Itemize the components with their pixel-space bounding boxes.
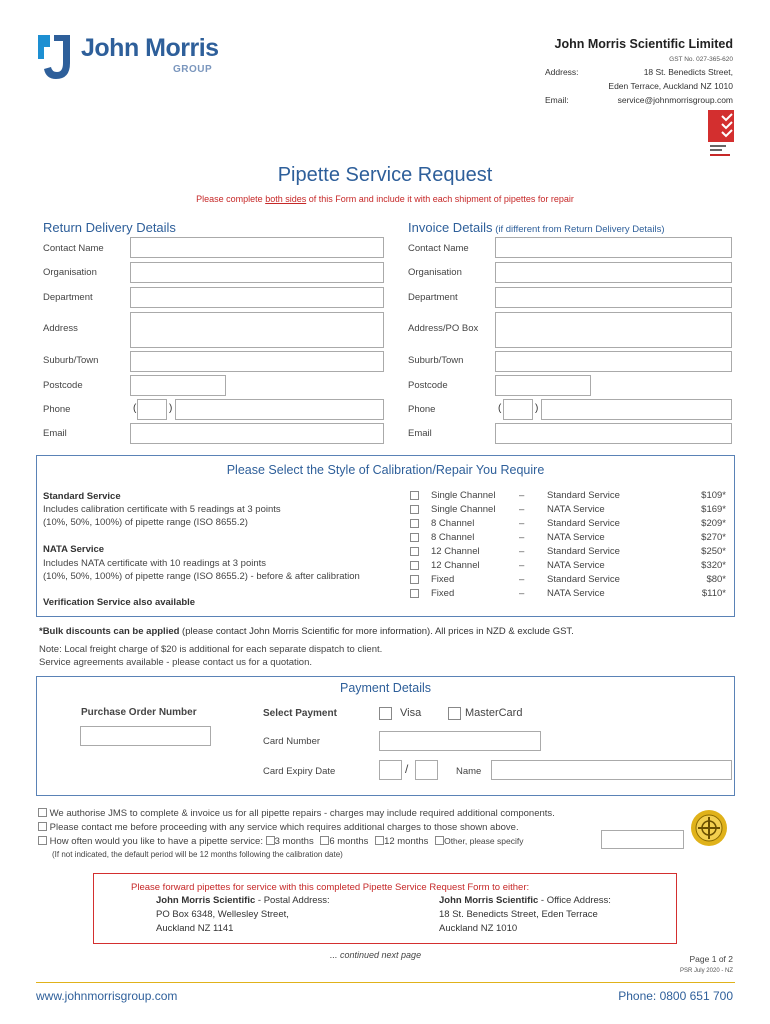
return-email-label: Email [43,428,67,439]
office-address-title: John Morris Scientific - Office Address: [439,895,611,906]
po-number-label: Purchase Order Number [81,707,197,718]
select-payment-label: Select Payment [263,708,337,719]
office-address-line1: 18 St. Benedicts Street, Eden Terrace [439,909,598,920]
option-row[interactable]: 8 Channel – Standard Service $209* [410,518,730,532]
option-row[interactable]: 8 Channel – NATA Service $270* [410,532,730,546]
option-row[interactable]: Single Channel – Standard Service $109* [410,490,730,504]
nata-service-desc1: Includes NATA certificate with 10 readings at 3 points [43,558,267,569]
standard-service-desc1: Includes calibration certificate with 5 readings at 3 points [43,504,281,515]
logo-name: John Morris [81,34,219,62]
calibration-heading: Please Select the Style of Calibration/Repair You Require [226,463,545,477]
return-postcode-input[interactable] [130,375,226,396]
return-phone-number-input[interactable] [175,399,384,420]
default-period-note: (If not indicated, the default period will be 12 months following the calibration date) [52,850,343,859]
footer-website-link[interactable]: www.johnmorrisgroup.com [36,989,178,1003]
nata-service-title: NATA Service [43,544,105,555]
freq-other-checkbox[interactable] [435,836,444,845]
invoice-suburb-label: Suburb/Town [408,355,464,366]
other-frequency-input[interactable] [601,830,684,849]
invoice-address-input[interactable] [495,312,732,348]
authorise-checkbox[interactable] [38,808,47,817]
option-row[interactable]: Single Channel – NATA Service $169* [410,504,730,518]
office-address-line2: Auckland NZ 1010 [439,923,518,934]
invoice-contact-name-input[interactable] [495,237,732,258]
company-name: John Morris Scientific Limited [554,37,733,51]
address-line1: 18 St. Benedicts Street, [643,67,733,77]
invoice-organisation-label: Organisation [408,267,462,278]
invoice-heading: Invoice Details (if different from Return Delivery Details) [408,220,665,235]
postal-address-title: John Morris Scientific - Postal Address: [156,895,330,906]
cardholder-name-input[interactable] [491,760,732,780]
card-number-input[interactable] [379,731,541,751]
standard-service-desc2: (10%, 50%, 100%) of pipette range (ISO 8655.2) [43,517,248,528]
return-department-input[interactable] [130,287,384,308]
footer-phone: Phone: 0800 651 700 [618,989,733,1003]
mastercard-checkbox[interactable] [448,707,461,720]
return-organisation-label: Organisation [43,267,97,278]
forward-heading: Please forward pipettes for service with this completed Pipette Service Request Form to either: [131,882,530,893]
accreditation-seal-icon [690,809,728,847]
freq-6-months-checkbox[interactable] [320,836,329,845]
continued-note: ... continued next page [330,950,422,960]
return-address-input[interactable] [130,312,384,348]
invoice-department-label: Department [408,292,458,303]
cardholder-name-label: Name [456,766,482,777]
option-checkbox[interactable] [410,519,419,528]
option-checkbox[interactable] [410,491,419,500]
invoice-suburb-input[interactable] [495,351,732,372]
contact-me-checkbox[interactable] [38,822,47,831]
freq-12-months-checkbox[interactable] [375,836,384,845]
return-phone-close-paren: ) [169,403,173,414]
invoice-postcode-label: Postcode [408,380,448,391]
invoice-department-input[interactable] [495,287,732,308]
return-postcode-label: Postcode [43,380,83,391]
visa-label: Visa [400,707,422,719]
mastercard-label: MasterCard [465,707,523,719]
email-label: Email: [545,95,569,105]
option-checkbox[interactable] [410,589,419,598]
frequency-checkbox[interactable] [38,836,47,845]
service-frequency-option: How often would you like to have a pipette service: 3 months 6 months 12 months Other, please specify [38,836,523,847]
invoice-email-input[interactable] [495,423,732,444]
expiry-month-input[interactable] [379,760,402,780]
invoice-phone-area-input[interactable] [503,399,533,420]
authorise-option[interactable]: We authorise JMS to complete & invoice us for all pipette repairs - charges may include required additional components. [38,808,555,819]
page-number: Page 1 of 2 [689,954,733,964]
return-phone-label: Phone [43,404,71,415]
invoice-email-label: Email [408,428,432,439]
page-subtitle: Please complete both sides of this Form and include it with each shipment of pipettes for repair [196,194,574,204]
option-checkbox[interactable] [410,575,419,584]
option-row[interactable]: Fixed – Standard Service $80* [410,574,730,588]
option-row[interactable]: Fixed – NATA Service $110* [410,588,730,602]
option-checkbox[interactable] [410,505,419,514]
return-address-label: Address [43,323,78,334]
freight-note: Note: Local freight charge of $20 is additional for each separate dispatch to client. [39,644,383,655]
footer-divider [36,982,735,983]
return-department-label: Department [43,292,93,303]
calibration-section [36,455,735,617]
return-phone-area-input[interactable] [137,399,167,420]
return-suburb-input[interactable] [130,351,384,372]
bulk-discount-note: *Bulk discounts can be applied (please contact John Morris Scientific for more information). All prices in NZD & exclude GST. [39,626,574,637]
return-suburb-label: Suburb/Town [43,355,99,366]
option-checkbox[interactable] [410,547,419,556]
nata-service-desc2: (10%, 50%, 100%) of pipette range (ISO 8655.2) - before & after calibration [43,571,360,582]
return-contact-name-label: Contact Name [43,243,104,254]
address-label: Address: [545,67,579,77]
invoice-organisation-input[interactable] [495,262,732,283]
calibration-options [410,490,730,604]
invoice-phone-number-input[interactable] [541,399,732,420]
return-delivery-heading: Return Delivery Details [43,220,176,235]
visa-checkbox[interactable] [379,707,392,720]
freq-3-months-checkbox[interactable] [266,836,275,845]
option-row[interactable]: 12 Channel – NATA Service $320* [410,560,730,574]
gst-number: GST No. 027-365-620 [669,56,733,63]
form-code: PSR July 2020 - NZ [679,968,733,974]
quality-certification-badge [708,110,734,160]
standard-service-title: Standard Service [43,491,121,502]
logo-group: GROUP [173,64,213,75]
page-title: Pipette Service Request [277,164,493,186]
card-number-label: Card Number [263,736,321,747]
invoice-contact-name-label: Contact Name [408,243,469,254]
logo-mark-icon [36,33,76,81]
service-agreement-note: Service agreements available - please contact us for a quotation. [39,657,313,668]
po-number-input[interactable] [80,726,211,746]
verification-note: Verification Service also available [43,597,196,608]
option-checkbox[interactable] [410,533,419,542]
contact-me-option[interactable]: Please contact me before proceeding with any service which requires additional charges to those shown above. [38,822,519,833]
return-contact-name-input[interactable] [130,237,384,258]
invoice-address-label: Address/PO Box [408,323,479,334]
expiry-year-input[interactable] [415,760,438,780]
return-email-input[interactable] [130,423,384,444]
invoice-phone-label: Phone [408,404,436,415]
card-expiry-label: Card Expiry Date [263,766,336,777]
invoice-phone-close-paren: ) [535,403,539,414]
postal-address-line1: PO Box 6348, Wellesley Street, [156,909,289,920]
expiry-slash: / [405,762,409,776]
return-organisation-input[interactable] [130,262,384,283]
forward-address-box [93,873,677,944]
payment-heading: Payment Details [339,681,431,695]
return-phone-open-paren: ( [133,403,137,414]
invoice-postcode-input[interactable] [495,375,591,396]
option-row[interactable]: 12 Channel – Standard Service $250* [410,546,730,560]
address-line2: Eden Terrace, Auckland NZ 1010 [608,81,733,91]
option-checkbox[interactable] [410,561,419,570]
postal-address-line2: Auckland NZ 1141 [156,923,234,934]
email-address: service@johnmorrisgroup.com [617,95,733,105]
invoice-phone-open-paren: ( [498,403,502,414]
company-logo [36,33,226,81]
payment-section [36,676,735,796]
